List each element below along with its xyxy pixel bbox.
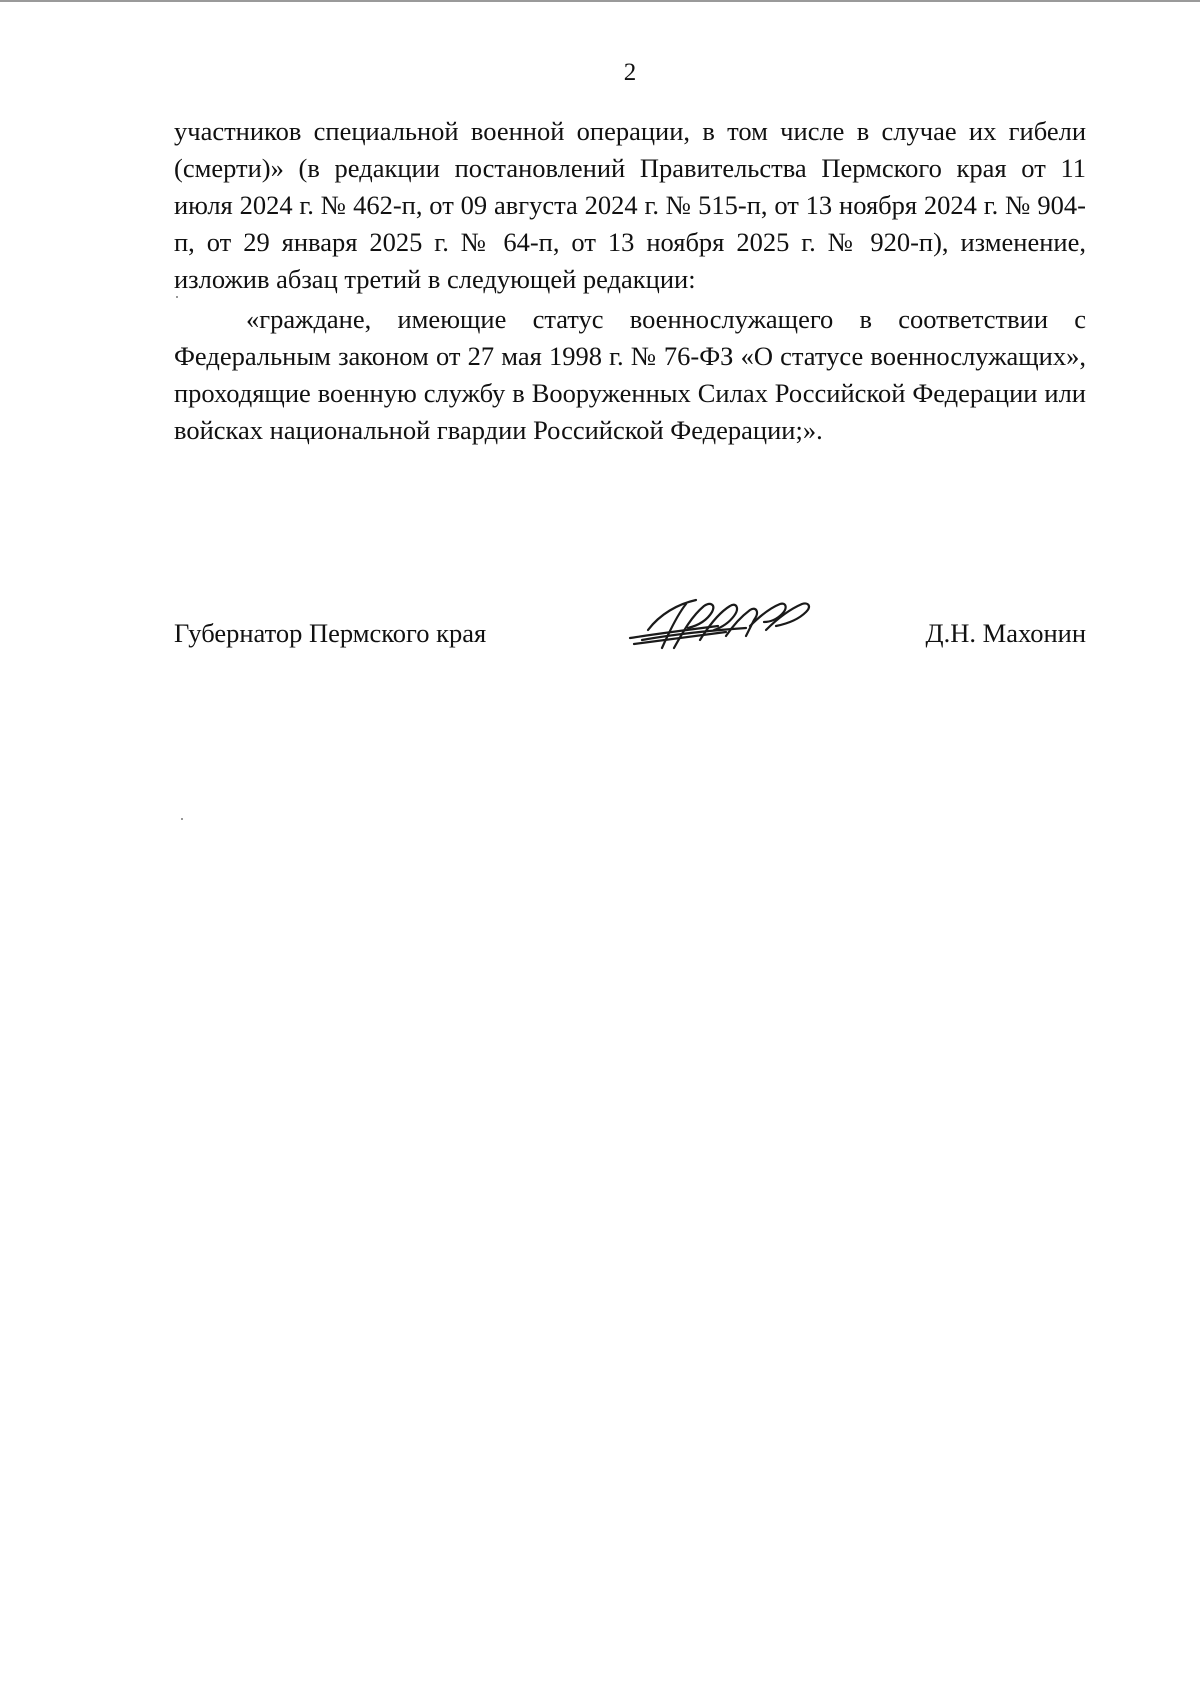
document-body — [174, 113, 1086, 449]
scan-speck — [181, 818, 183, 820]
paragraph-quoted-amendment: «граждане, имеющие статус военнослужащего в соответствии с Федеральным законом от 27 мая 1998 г. № 76-ФЗ «О статусе военнослужащих», проходящие военную службу в Вооруженных Силах Российской Федерации или войсках национальной гвардии Российской Федерации;». — [174, 304, 1086, 445]
scan-speck — [176, 296, 178, 298]
scan-top-edge — [0, 0, 1200, 2]
signatory-position: Губернатор Пермского края — [174, 618, 487, 648]
signature-block — [174, 590, 1086, 670]
signatory-name: Д.Н. Махонин — [925, 618, 1086, 648]
page-number: 2 — [623, 59, 637, 86]
handwritten-signature — [626, 590, 816, 660]
paragraph-continuation: участников специальной военной операции, в том числе в случае их гибели (смерти)» (в редакции постановлений Правительства Пермского края от 11 июля 2024 г. № 462-п, от 09 августа 2024 г. № 515-п, от 13 ноября 2024 г. № 904-п, от 29 января 2025 г. № 64-п, от 13 ноября 2025 г. № 920-п), изменение, изложив абзац третий в следующей редакции: — [174, 116, 1086, 294]
